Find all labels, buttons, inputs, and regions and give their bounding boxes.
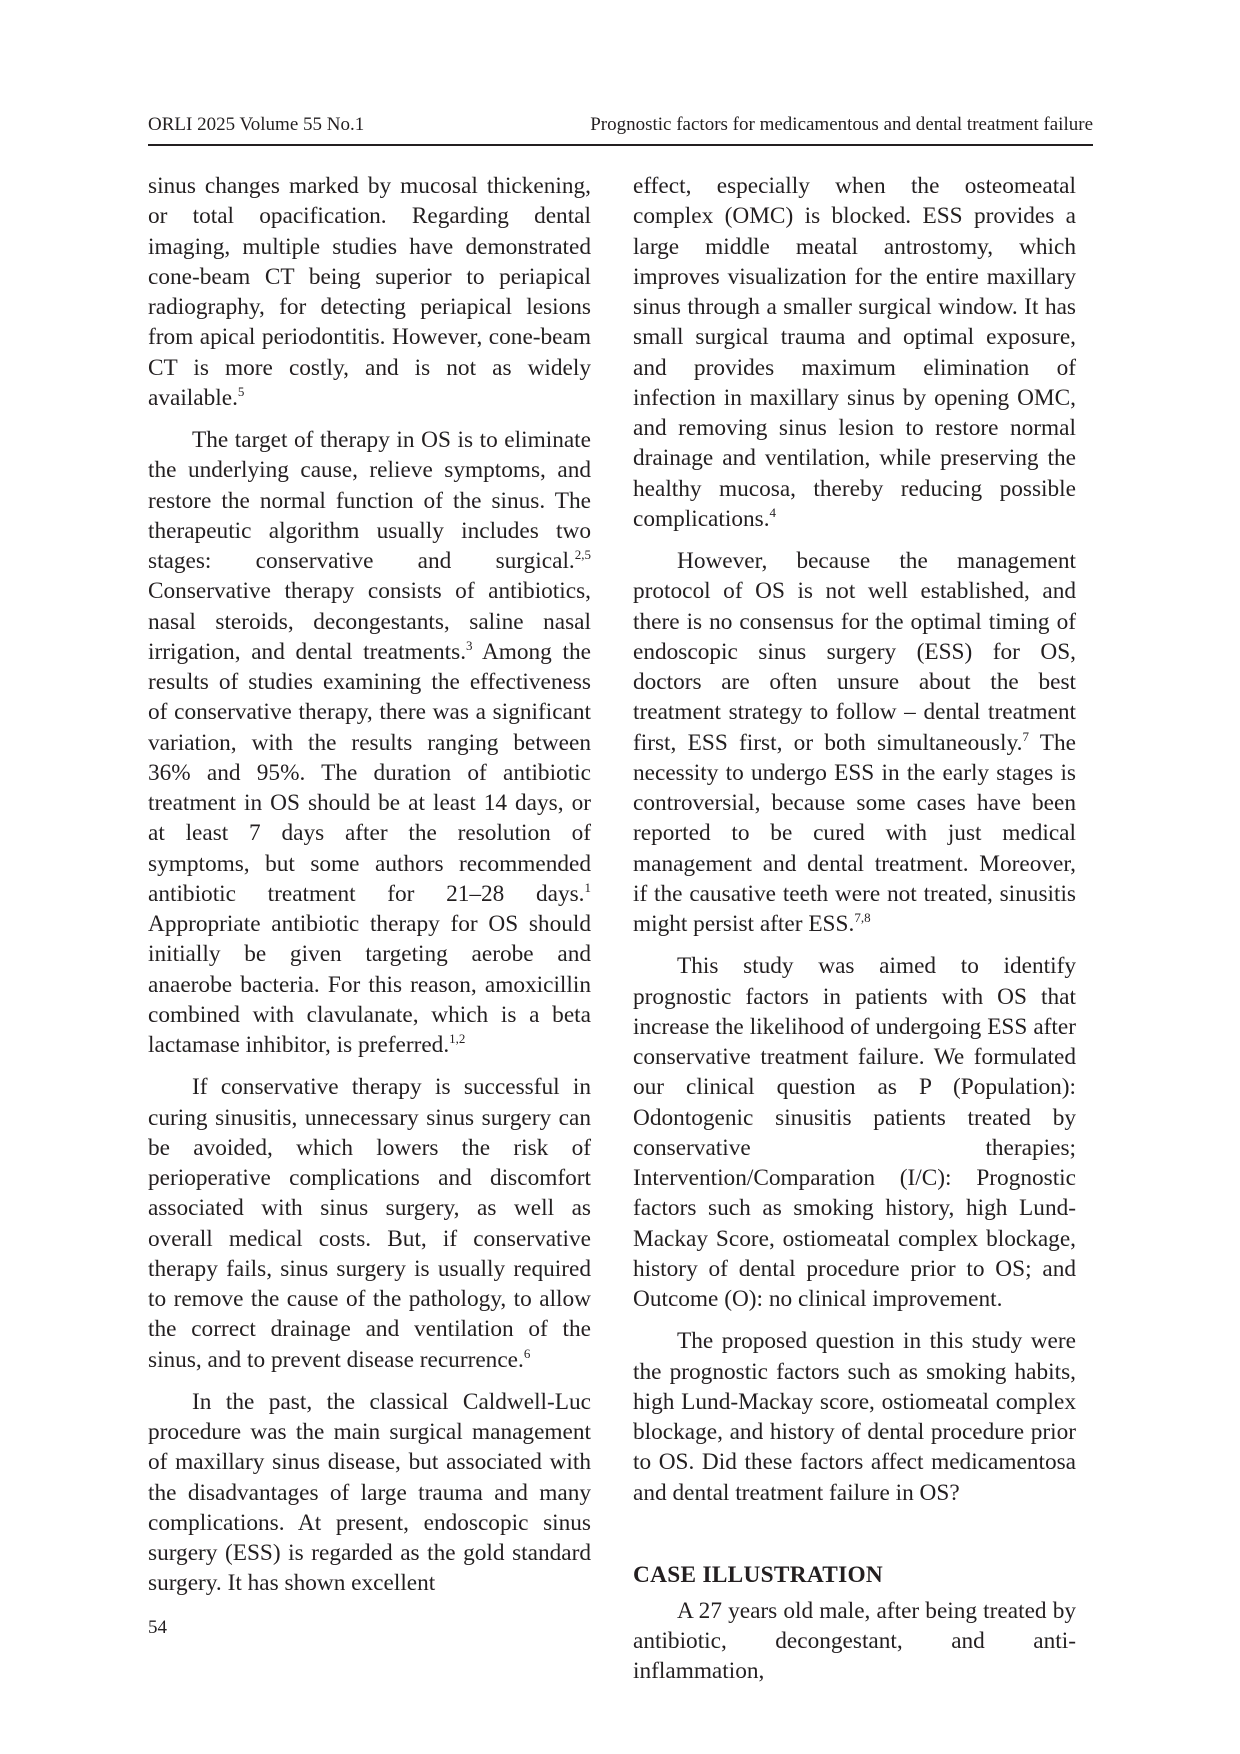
citation: 1: [584, 879, 591, 895]
paragraph-text: The proposed question in this study were the prognostic factors such as smoking habits, high Lund-Mackay score, ostiomeatal complex blockage, and history of dental procedure prior to OS. Did these factors affect medicamentosa and dental treatment failure in OS?: [633, 1328, 1076, 1506]
paragraph: [633, 546, 1076, 939]
citation: 5: [237, 383, 245, 399]
header-rule: [148, 144, 1093, 146]
paragraph: [633, 171, 1076, 534]
paragraph: [633, 1596, 1076, 1687]
paragraph-text: In the past, the classical Caldwell-Luc procedure was the main surgical management of maxillary sinus disease, but associated with the disadvantages of large trauma and many complications. At present, endoscopic sinus surgery (ESS) is regarded as the gold standard surgery. It has shown excellent: [148, 1388, 591, 1597]
article-running-title: Prognostic factors for medicamentous and dental treatment failure: [590, 114, 1093, 135]
paragraph-text: However, because the management protocol of OS is not well established, and there is no consensus for the optimal timing of endoscopic sinus surgery (ESS) for OS, doctors are often unsure about the best treatment strategy to follow – dental treatment first, ESS first, or both simultaneously.: [633, 548, 1076, 756]
journal-issue-label: ORLI 2025 Volume 55 No.1: [148, 114, 365, 135]
paragraph-text: Appropriate antibiotic therapy for OS should initially be given targeting aerobe and anaerobe bacteria. For this reason, amoxicillin combined with clavulanate, which is a beta lactamase inhibitor, is preferred.: [148, 911, 591, 1058]
paragraph-text: sinus changes marked by mucosal thickening, or total opacification. Regarding dental imaging, multiple studies have demonstrated cone-beam CT being superior to periapical radiography, for detecting periapical lesions from apical periodontitis. However, cone-beam CT is more costly, and is not as widely available.: [148, 173, 591, 411]
citation: 4: [769, 504, 777, 520]
paragraph: [633, 1326, 1076, 1508]
citation: 2,5: [574, 547, 591, 562]
citation: 7: [1022, 728, 1029, 744]
citation: 1,2: [449, 1031, 466, 1046]
paragraph-text: Among the results of studies examining the effectiveness of conservative therapy, there was a significant variation, with the results ranging between 36% and 95%. The duration of antibiotic treatment in OS should be at least 14 days, or at least 7 days after the resolution of symptoms, but some authors recommended antibiotic treatment for 21–28 days.: [148, 638, 591, 907]
citation: 7,8: [854, 910, 871, 925]
paragraph-text: A 27 years old male, after being treated by antibiotic, decongestant, and anti-inflammation,: [633, 1597, 1076, 1685]
section-heading: CASE ILLUSTRATION: [633, 1561, 884, 1588]
paragraph: [148, 425, 591, 1060]
paragraph-text: If conservative therapy is successful in curing sinusitis, unnecessary sinus surgery can be avoided, which lowers the risk of perioperative complications and discomfort associated with sinus surgery, as well as overall medical costs. But, if conservative therapy fails, sinus surgery is usually required to remove the cause of the pathology, to allow the correct drainage and ventilation of the sinus, and to prevent disease recurrence.: [148, 1074, 591, 1373]
paragraph-text: Conservative therapy consists of antibiotics, nasal steroids, decongestants, saline nasal irrigation, and dental treatments.: [148, 578, 591, 665]
page-number: 54: [148, 1617, 167, 1638]
paragraph: [148, 171, 591, 413]
citation: 3: [466, 637, 473, 653]
paragraph-text: The necessity to undergo ESS in the early stages is controversial, because some cases have been reported to be cured with just medical management and dental treatment. Moreover, if the causative teeth were not treated, sinusitis might persist after ESS.: [633, 729, 1077, 937]
paragraph: [148, 1072, 591, 1375]
paragraph-text: The target of therapy in OS is to eliminate the underlying cause, relieve symptoms, and restore the normal function of the sinus. The therapeutic algorithm usually includes two stages: conservative and surgical.: [148, 427, 591, 574]
right-column: [633, 171, 1076, 1699]
paragraph: [633, 951, 1076, 1314]
paragraph-text: This study was aimed to identify prognostic factors in patients with OS that increase the likelihood of undergoing ESS after conservative treatment failure. We formulated our clinical question as P (Population): Odontogenic sinusitis patients treated by conservative therapies; Intervention/Comparation (I/C): Prognostic factors such as smoking history, high Lund-Mackay Score, ostiomeatal complex blockage, history of dental procedure prior to OS; and Outcome (O): no clinical improvement.: [633, 953, 1076, 1312]
paragraph: [148, 1387, 591, 1599]
citation: 6: [523, 1345, 531, 1361]
paragraph-text: effect, especially when the osteomeatal complex (OMC) is blocked. ESS provides a large middle meatal antrostomy, which improves visualization for the entire maxillary sinus through a smaller surgical window. It has small surgical trauma and optimal exposure, and provides maximum elimination of infection in maxillary sinus by opening OMC, and removing sinus lesion to restore normal drainage and ventilation, while preserving the healthy mucosa, thereby reducing possible complications.: [633, 173, 1076, 532]
left-column: [148, 171, 591, 1611]
